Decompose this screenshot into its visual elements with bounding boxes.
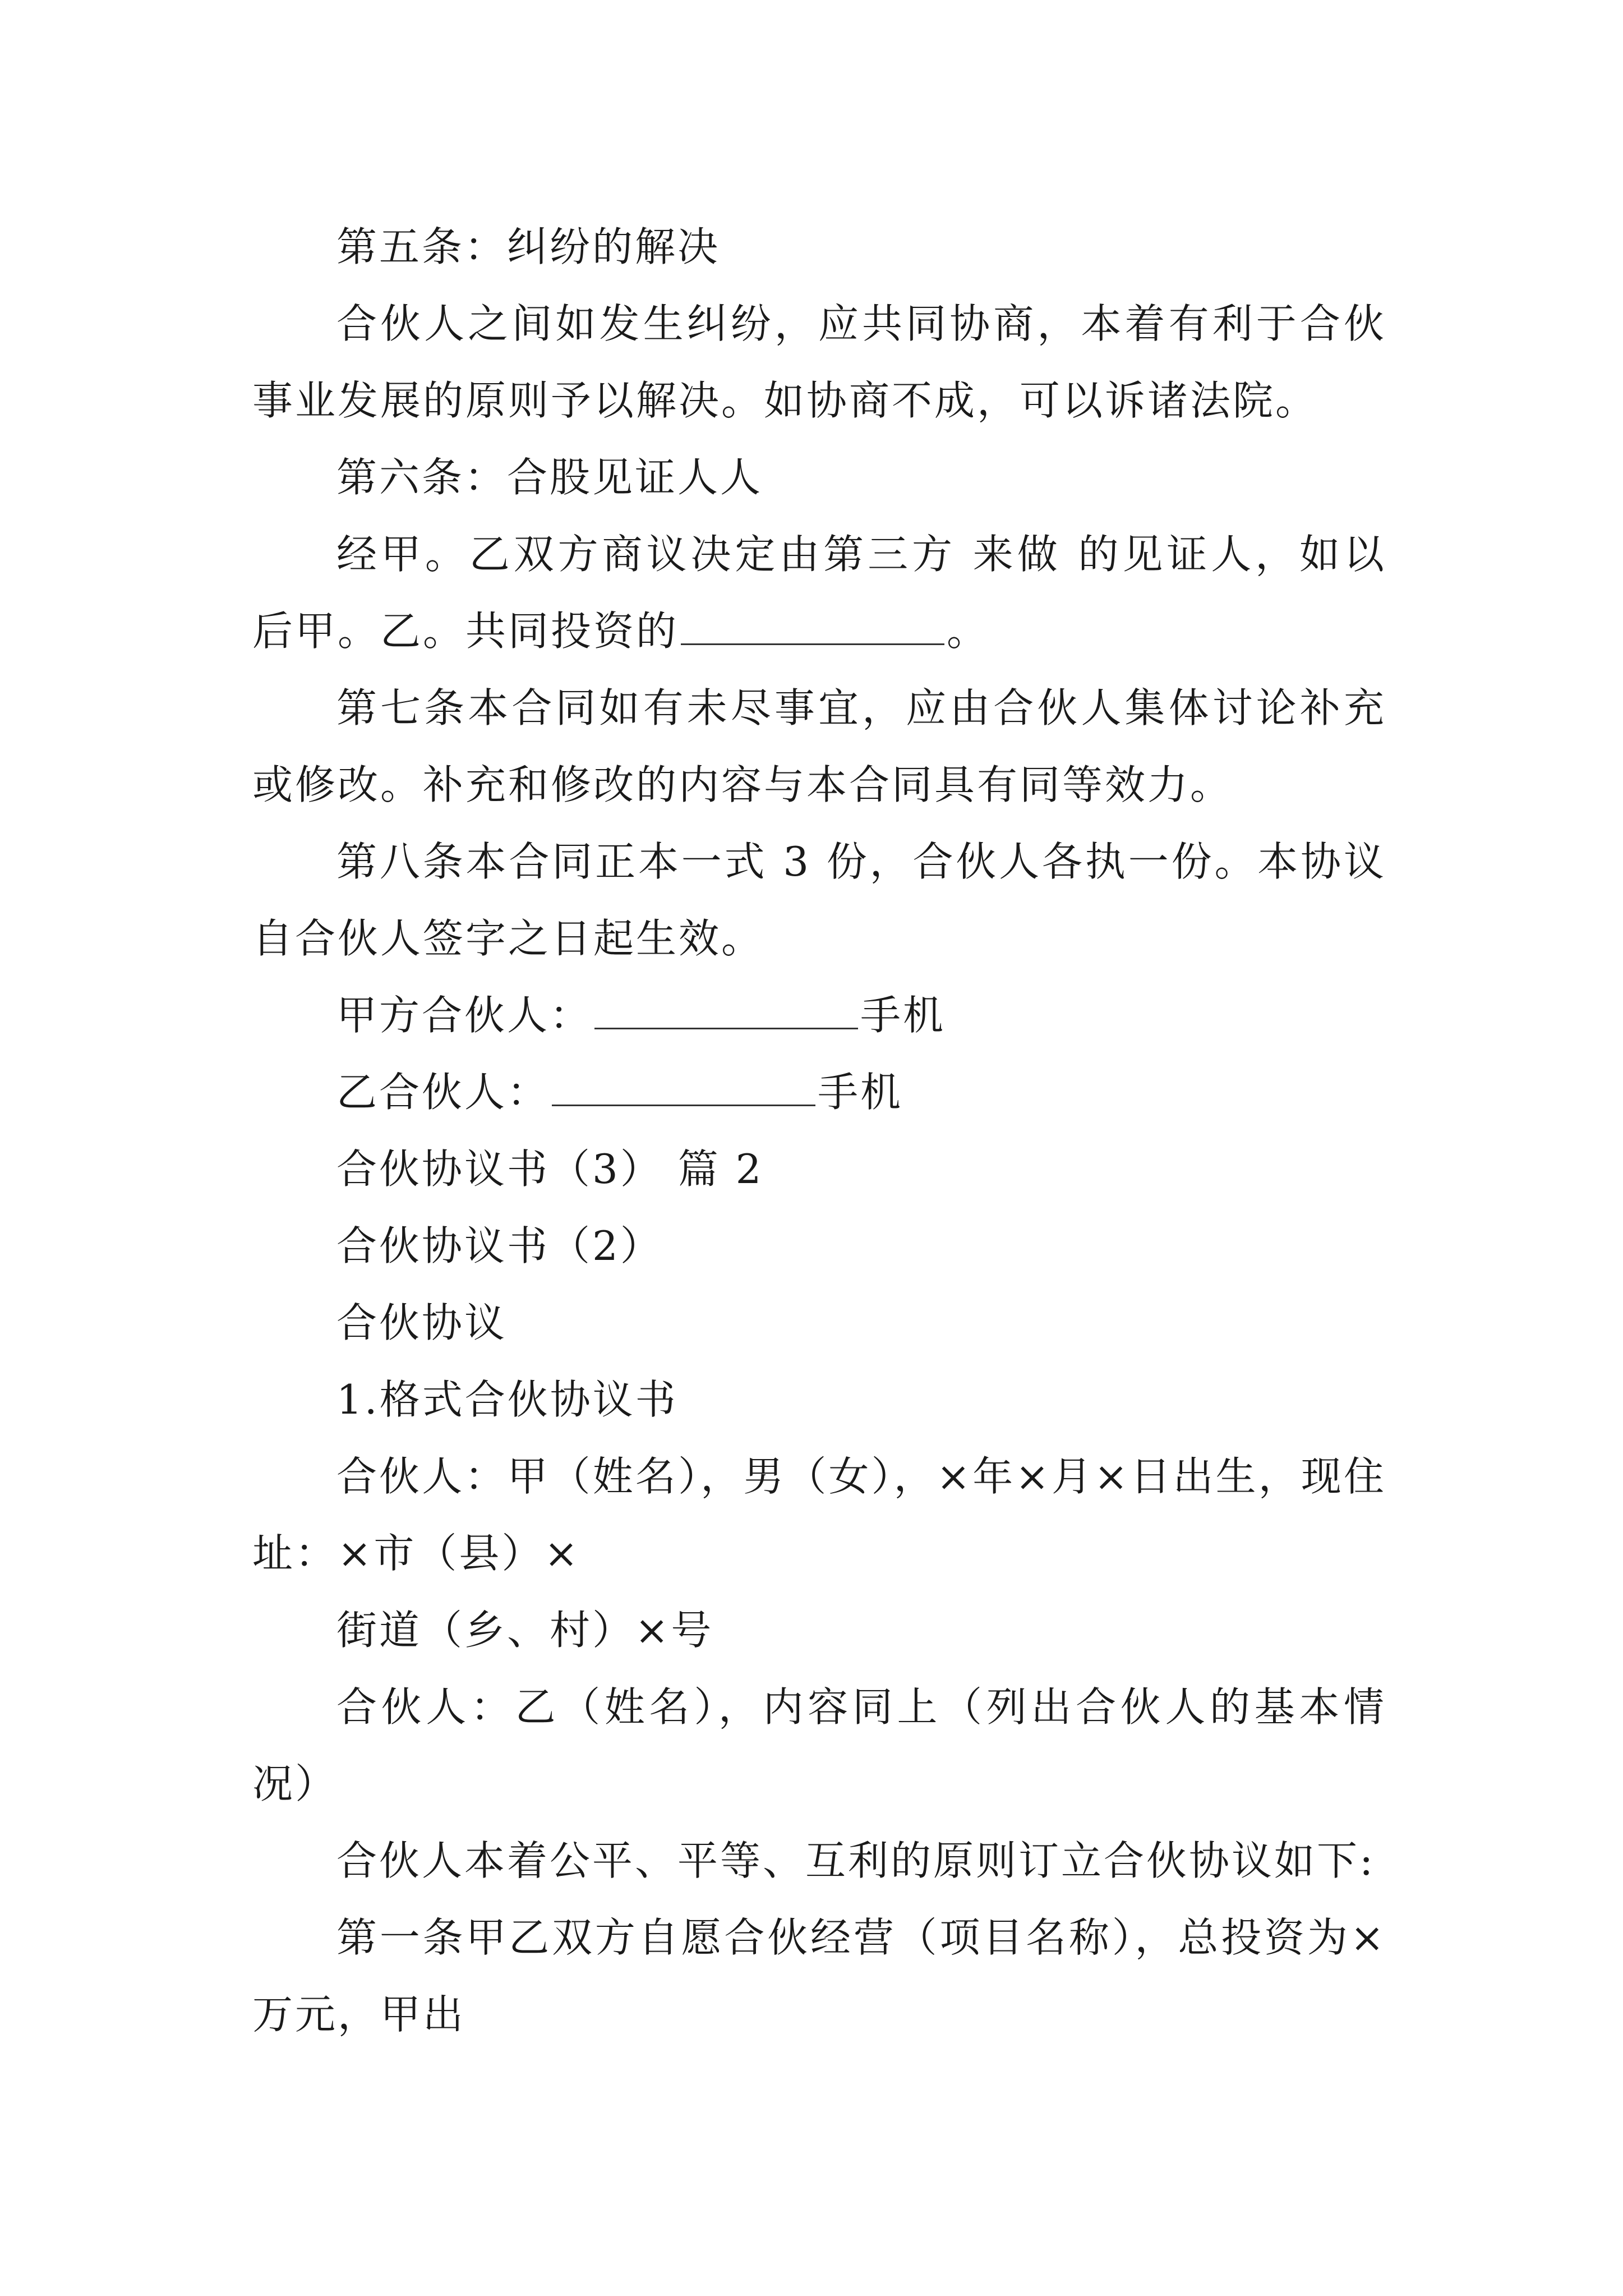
agreement-preamble: 合伙人本着公平、平等、互利的原则订立合伙协议如下: <box>336 1837 1376 1884</box>
section-title-3: 合伙协议书（3） 篇 2 <box>336 1145 764 1193</box>
article-1-text: 第一条甲乙双方自愿合伙经营（项目名称），总投资为×万元，甲出 <box>252 1914 1386 2038</box>
article-6-heading: 第六条：合股见证人人 <box>336 454 763 501</box>
agreement-title: 合伙协议 <box>336 1299 508 1346</box>
partner-a-label: 甲方合伙人： <box>336 992 593 1039</box>
article-5-heading: 第五条：纠纷的解决 <box>336 223 721 270</box>
blank-line <box>552 1071 815 1106</box>
partner-b-info: 合伙人：乙（姓名），内容同上（列出合伙人的基本情况） <box>252 1683 1386 1807</box>
section-title-2: 合伙协议书（2） <box>336 1222 663 1269</box>
partner-a-info: 合伙人：甲（姓名），男（女），×年×月×日出生，现住址：×市（县）× <box>252 1453 1386 1577</box>
partner-a-phone-label: 手机 <box>860 992 946 1039</box>
article-8-text: 第八条本合同正本一式 3 份，合伙人各执一份。本协议自合伙人签字之日起生效。 <box>252 838 1386 962</box>
article-6-text-main: 经甲。乙双方商议决定由第三方 来做 的见证人，如以后甲。乙。共同投资的 <box>252 531 1386 655</box>
blank-line <box>681 610 944 645</box>
partner-a-signature-line <box>252 977 1386 1054</box>
partner-b-phone-label: 手机 <box>818 1069 903 1116</box>
article-6-text-end: 。 <box>947 608 990 655</box>
document-body <box>252 209 1386 2053</box>
blank-line <box>594 994 858 1029</box>
format-heading: 1.格式合伙协议书 <box>336 1376 678 1423</box>
partner-b-label: 乙合伙人： <box>336 1069 550 1116</box>
article-6-text <box>252 516 1386 670</box>
article-7-text: 第七条本合同如有未尽事宜，应由合伙人集体讨论补充或修改。补充和修改的内容与本合同具有同等效力。 <box>252 684 1386 808</box>
partner-a-address: 街道（乡、村）×号 <box>336 1607 714 1654</box>
partner-b-signature-line <box>252 1054 1386 1131</box>
article-5-text: 合伙人之间如发生纠纷，应共同协商，本着有利于合伙事业发展的原则予以解决。如协商不成，可以诉诸法院。 <box>252 300 1386 424</box>
